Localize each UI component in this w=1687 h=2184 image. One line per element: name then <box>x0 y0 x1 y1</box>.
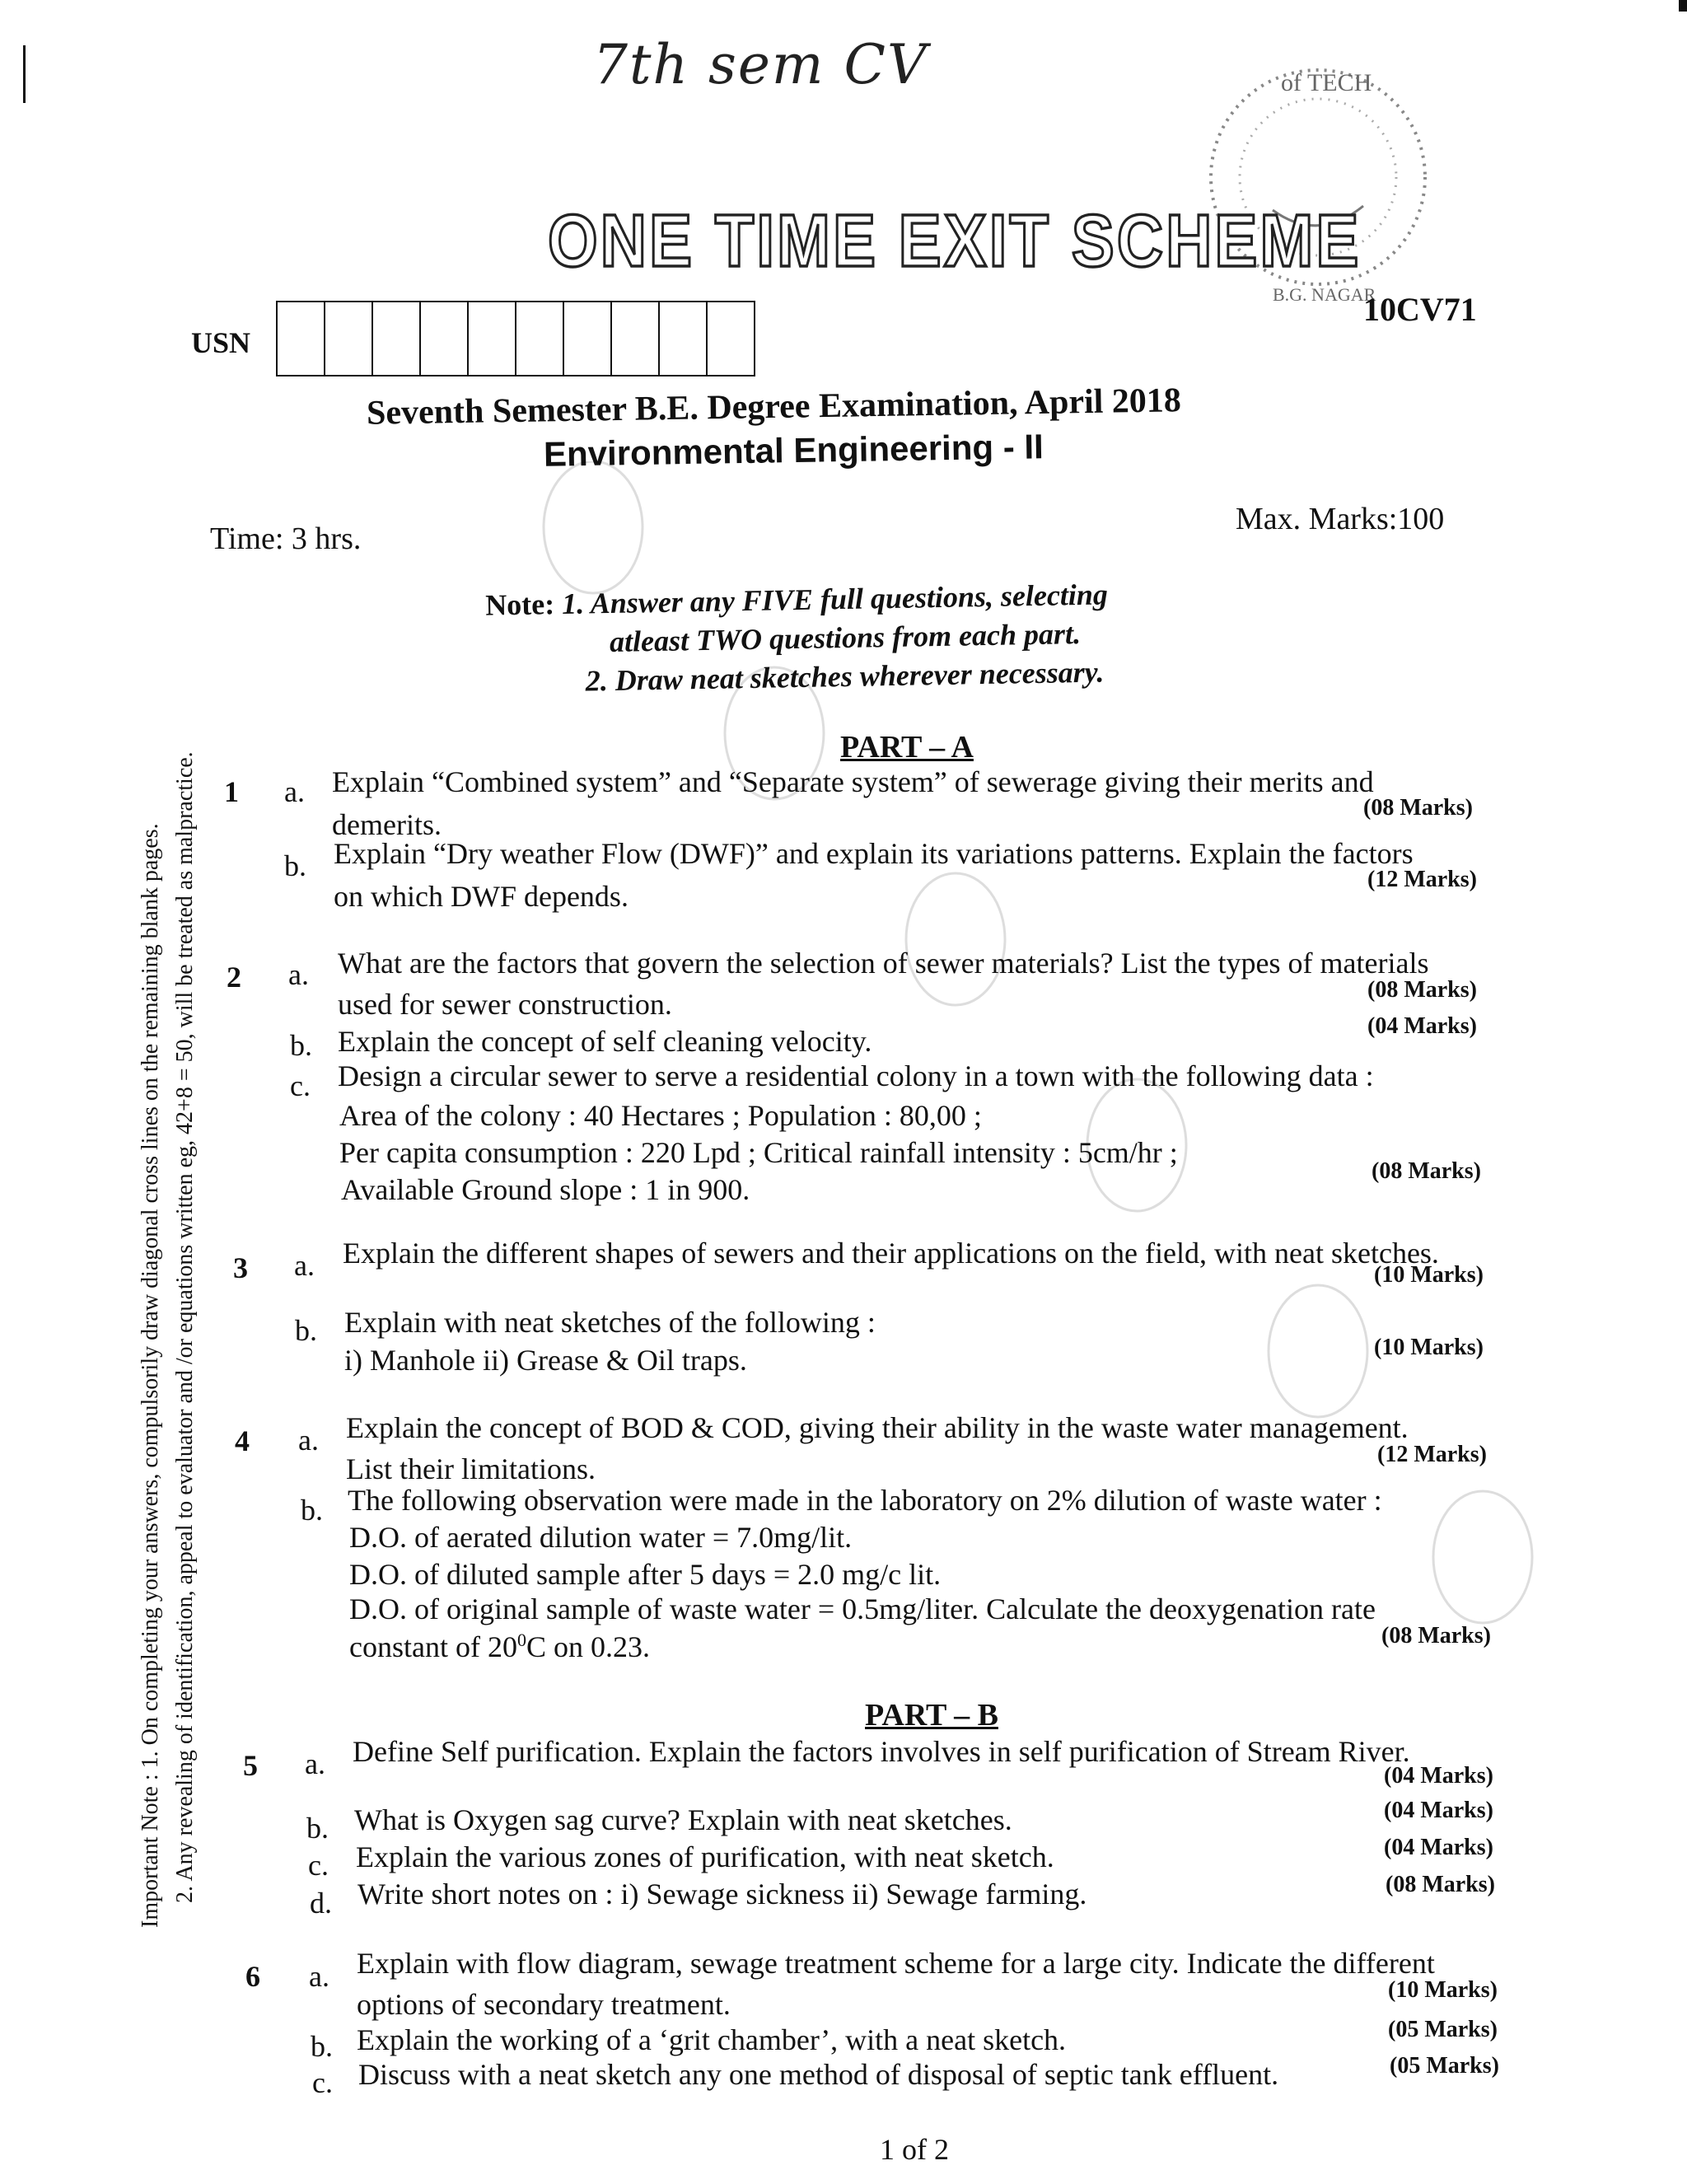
scan-artifact-corner <box>1679 0 1687 12</box>
q4b-label: b. <box>301 1494 323 1527</box>
q6b-marks: (05 Marks) <box>1388 2017 1498 2042</box>
q2b-text-line-1: Explain the concept of self cleaning velocity. <box>338 1025 872 1058</box>
q6a-text-line-1: Explain with flow diagram, sewage treatment scheme for a large city. Indicate the different <box>357 1947 1435 1980</box>
q6-number: 6 <box>245 1960 260 1993</box>
q1b-text-line-1: Explain “Dry weather Flow (DWF)” and explain its variations patterns. Explain the factors <box>334 837 1414 870</box>
q3b-text-line-2: i) Manhole ii) Grease & Oil traps. <box>344 1344 747 1377</box>
important-note-sidebar <box>133 751 203 1928</box>
usn-box <box>708 302 754 375</box>
svg-text:of TECH: of TECH <box>1281 69 1372 96</box>
part-a-heading: PART – A <box>840 730 974 765</box>
q4b-text-line-2: D.O. of aerated dilution water = 7.0mg/lit. <box>349 1521 853 1554</box>
usn-box <box>421 302 469 375</box>
q4b-text-line-4: D.O. of original sample of waste water = 0.5mg/liter. Calculate the deoxygenation rate <box>349 1592 1376 1625</box>
usn-box <box>660 302 708 375</box>
svg-text:B.G. NAGAR: B.G. NAGAR <box>1273 284 1376 301</box>
q2b-label: b. <box>290 1029 312 1062</box>
q2b-marks: (04 Marks) <box>1367 1013 1477 1039</box>
exam-title: Seventh Semester B.E. Degree Examination, April 2018 <box>366 381 1182 433</box>
q3-number: 3 <box>233 1251 248 1284</box>
q4a-marks: (12 Marks) <box>1377 1442 1487 1467</box>
q3b-label: b. <box>295 1314 317 1347</box>
note-line-1: 1. Answer any FIVE full questions, selecting <box>561 578 1109 620</box>
q5b-text-line-1: What is Oxygen sag curve? Explain with neat sketches. <box>354 1803 1012 1836</box>
q4b-text-line-5 <box>349 1630 650 1664</box>
q4b-marks: (08 Marks) <box>1381 1623 1491 1649</box>
q2a-text-line-2: used for sewer construction. <box>338 988 672 1021</box>
q6b-label: b. <box>311 2030 333 2063</box>
q4b-text-line-5-start: constant of 20 <box>349 1630 517 1663</box>
q2-number: 2 <box>227 961 241 994</box>
q5d-label: d. <box>310 1887 332 1920</box>
q4a-label: a. <box>298 1424 319 1457</box>
q6c-text-line-1: Discuss with a neat sketch any one method of disposal of septic tank effluent. <box>358 2058 1279 2091</box>
q5-number: 5 <box>243 1749 258 1782</box>
q5b-marks: (04 Marks) <box>1384 1798 1493 1823</box>
q2a-marks: (08 Marks) <box>1367 977 1477 1003</box>
q4b-text-line-3: D.O. of diluted sample after 5 days = 2.0 mg/c lit. <box>349 1558 942 1591</box>
handwritten-note: 7th sem CV <box>593 33 928 96</box>
usn-label: USN <box>191 326 251 359</box>
q1a-text-line-2: demerits. <box>332 808 442 841</box>
q3b-marks: (10 Marks) <box>1374 1335 1484 1360</box>
q1-number: 1 <box>224 775 239 808</box>
q2c-text-line-1: Design a circular sewer to serve a residential colony in a town with the following data : <box>338 1059 1374 1092</box>
max-marks: Max. Marks:100 <box>1236 502 1445 536</box>
q6a-text-line-2: options of secondary treatment. <box>357 1988 731 2021</box>
q4-number: 4 <box>235 1424 250 1457</box>
q1b-label: b. <box>284 849 306 882</box>
q6a-marks: (10 Marks) <box>1388 1977 1498 2003</box>
q6b-text-line-1: Explain the working of a ‘grit chamber’, with a neat sketch. <box>357 2023 1067 2056</box>
q4b-text-line-5-end: C on 0.23. <box>526 1630 650 1663</box>
q4b-text-line-1: The following observation were made in the laboratory on 2% dilution of waste water : <box>348 1484 1382 1517</box>
q2c-text-line-3: Per capita consumption : 220 Lpd ; Critical rainfall intensity : 5cm/hr ; <box>339 1136 1178 1169</box>
subject-code: 10CV71 <box>1363 291 1477 328</box>
side-note-line-2: 2. Any revealing of identification, appeal to evaluator and /or equations written eg, 42+8 = 50, will be treated as malpractice. <box>172 751 198 1903</box>
q5b-label: b. <box>306 1812 329 1845</box>
scheme-banner: ONE TIME EXIT SCHEME <box>548 199 1362 283</box>
q2a-label: a. <box>288 958 309 991</box>
usn-box <box>325 302 373 375</box>
q2c-text-line-4: Available Ground slope : 1 in 900. <box>341 1173 750 1206</box>
q1b-marks: (12 Marks) <box>1367 867 1477 892</box>
q2a-text-line-1: What are the factors that govern the selection of sewer materials? List the types of materials <box>338 947 1429 980</box>
q1a-text-line-1: Explain “Combined system” and “Separate system” of sewerage giving their merits and <box>332 765 1374 798</box>
instructions-note <box>485 575 1110 702</box>
scan-artifact-line <box>23 45 26 103</box>
q1a-marks: (08 Marks) <box>1363 795 1473 821</box>
usn-box <box>373 302 421 375</box>
usn-box <box>564 302 612 375</box>
q5a-label: a. <box>305 1747 325 1780</box>
page-number: 1 of 2 <box>880 2133 949 2166</box>
note-line-2: atleast TWO questions from each part. <box>609 616 1082 658</box>
usn-box <box>278 302 325 375</box>
q3a-marks: (10 Marks) <box>1374 1262 1484 1288</box>
q2c-text-line-2: Area of the colony : 40 Hectares ; Population : 80,00 ; <box>339 1099 982 1132</box>
usn-box <box>612 302 660 375</box>
part-b-heading: PART – B <box>865 1698 998 1733</box>
q6c-label: c. <box>312 2066 333 2099</box>
q4a-text-line-1: Explain the concept of BOD & COD, giving their ability in the waste water management. <box>346 1411 1409 1444</box>
q6a-label: a. <box>309 1960 329 1993</box>
note-line-3: 2. Draw neat sketches wherever necessary. <box>585 655 1105 698</box>
q4b-degree-sup: 0 <box>516 1630 526 1650</box>
q5a-text-line-1: Define Self purification. Explain the factors involves in self purification of Stream River. <box>353 1735 1410 1768</box>
q3a-label: a. <box>294 1249 315 1282</box>
q5d-text-line-1: Write short notes on : i) Sewage sickness ii) Sewage farming. <box>357 1878 1087 1910</box>
note-label: Note: <box>484 587 555 622</box>
exam-duration: Time: 3 hrs. <box>210 521 362 556</box>
q3b-text-line-1: Explain with neat sketches of the following : <box>344 1306 876 1339</box>
q2c-label: c. <box>290 1069 311 1102</box>
subject-title: Environmental Engineering - II <box>543 427 1044 474</box>
q1a-label: a. <box>284 775 305 808</box>
q6c-marks: (05 Marks) <box>1390 2053 1499 2079</box>
q4a-text-line-2: List their limitations. <box>346 1452 596 1485</box>
q1b-text-line-2: on which DWF depends. <box>334 880 629 913</box>
side-note-line-1: Important Note : 1. On completing your answers, compulsorily draw diagonal cross lines on the remaining blank pages. <box>138 823 163 1928</box>
usn-box <box>516 302 564 375</box>
q5c-text-line-1: Explain the various zones of purification, with neat sketch. <box>356 1840 1054 1873</box>
usn-entry-boxes <box>276 301 755 376</box>
q5c-label: c. <box>308 1849 329 1882</box>
q5a-marks: (04 Marks) <box>1384 1763 1493 1789</box>
q3a-text-line-1: Explain the different shapes of sewers and their applications on the field, with neat sketches. <box>343 1237 1439 1270</box>
q2c-marks: (08 Marks) <box>1372 1158 1481 1184</box>
q5d-marks: (08 Marks) <box>1386 1872 1495 1897</box>
q5c-marks: (04 Marks) <box>1384 1835 1493 1860</box>
usn-box <box>469 302 516 375</box>
